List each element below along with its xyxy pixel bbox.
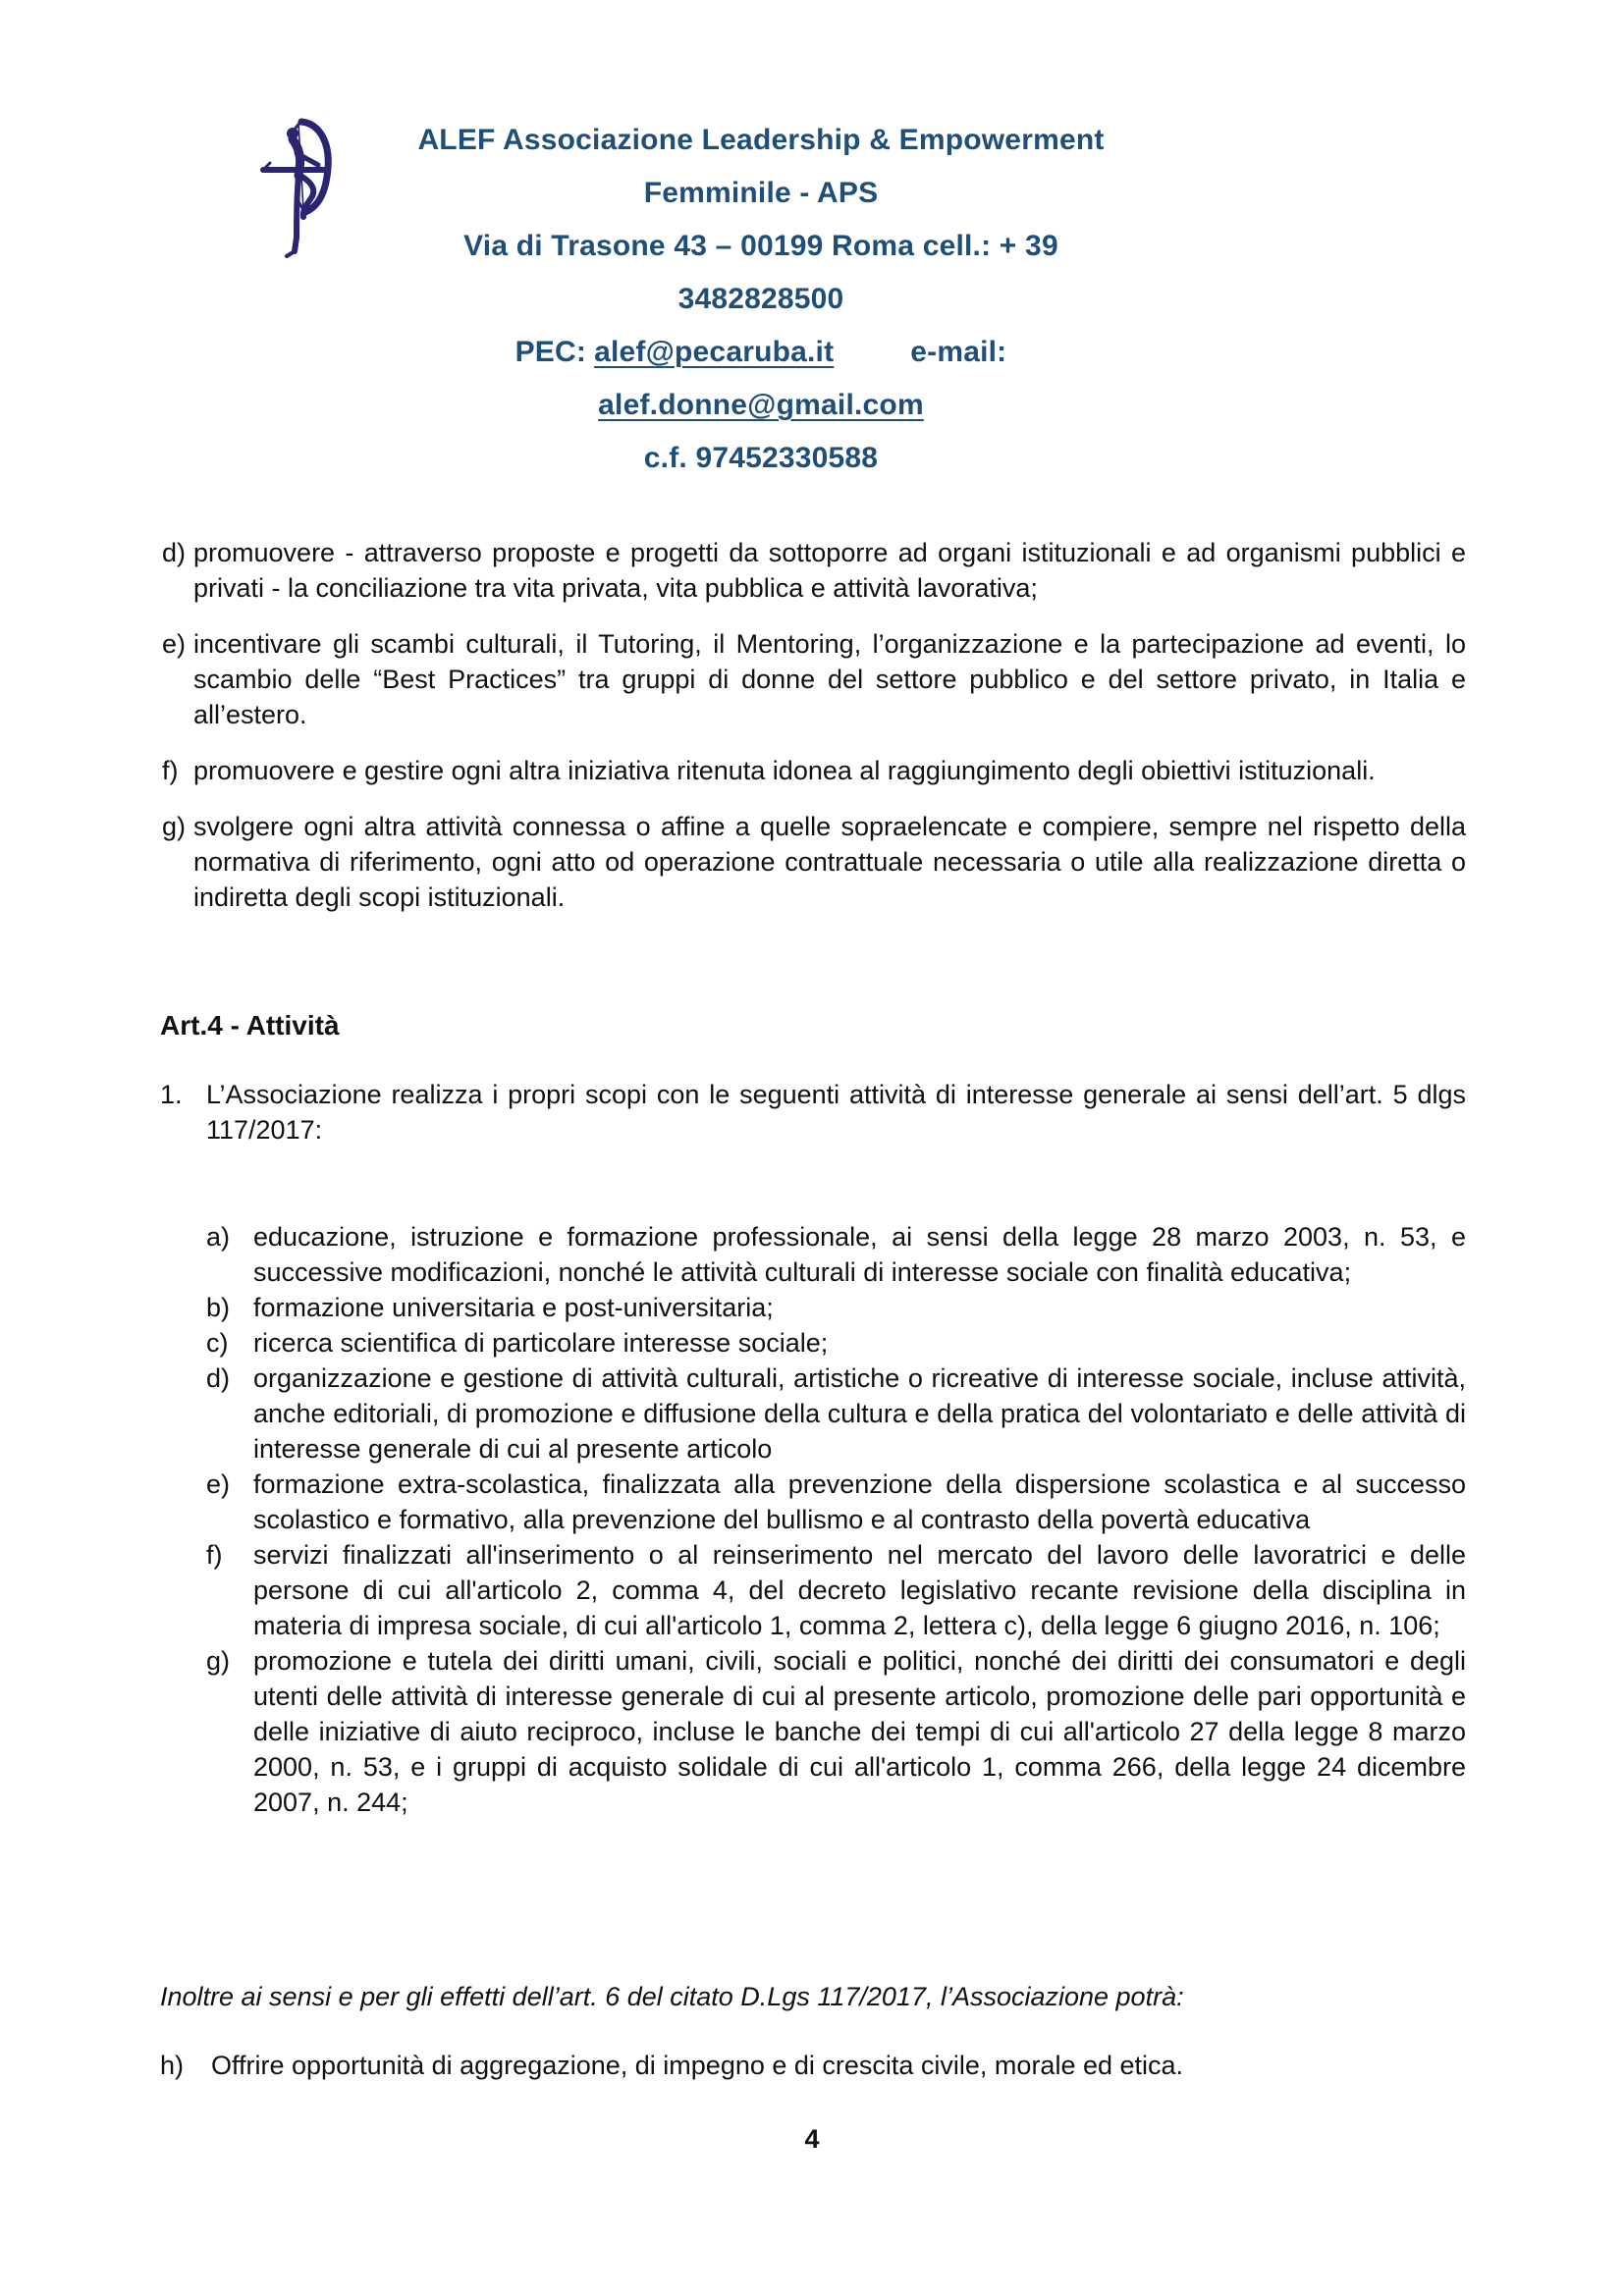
list-text: organizzazione e gestione di attività culturali, artistiche o ricreative di interesse sociale, incluse attività, anche editoriali, di promozione e diffusione della cultura e della pratica del volontariato e delle attività di interesse generale di cui al presente articolo <box>253 1363 1466 1464</box>
list-text: L’Associazione realizza i propri scopi con le seguenti attività di interesse generale ai sensi dell’art. 5 dlgs 117/2017: <box>206 1080 1466 1145</box>
objectives-list <box>160 535 1466 935</box>
org-name-line1: ALEF Associazione Leadership & Empowerment <box>417 124 1105 156</box>
pec-line <box>324 326 1198 379</box>
list-text: educazione, istruzione e formazione professionale, ai sensi della legge 28 marzo 2003, n. 53, e successive modificazioni, nonché le attività culturali di interesse sociale con finalità educativa; <box>253 1222 1466 1287</box>
list-text: promuovere e gestire ogni altra iniziativa ritenuta idonea al raggiungimento degli obiettivi istituzionali. <box>193 756 1376 785</box>
email-label: e-mail: <box>910 336 1007 368</box>
article-heading: Art.4 - Attività <box>160 1010 340 1041</box>
phone-number: 3482828500 <box>677 283 844 315</box>
list-item <box>206 1467 1466 1537</box>
list-text: ricerca scientifica di particolare interesse sociale; <box>253 1328 829 1358</box>
list-text: incentivare gli scambi culturali, il Tutoring, il Mentoring, l’organizzazione e la partecipazione ad eventi, lo scambio delle “Best Practices” tra gruppi di donne del settore pubblico e del settore privato, in Italia e all’estero. <box>193 629 1466 729</box>
italic-note: Inoltre ai sensi e per gli effetti dell’art. 6 del citato D.Lgs 117/2017, l’Associazione potrà: <box>160 1982 1184 2011</box>
list-marker: g) <box>162 812 187 841</box>
list-marker: e) <box>206 1469 231 1499</box>
list-marker: f) <box>162 756 179 785</box>
list-item <box>160 809 1466 915</box>
list-marker: f) <box>206 1540 223 1570</box>
fiscal-code: c.f. 97452330588 <box>643 442 879 474</box>
activities-list <box>206 1219 1466 1820</box>
email-line <box>324 379 1198 432</box>
list-text: promuovere - attraverso proposte e progetti da sottoporre ad organi istituzionali e ad organismi pubblici e privati - la conciliazione tra vita privata, vita pubblica e attività lavorativa; <box>193 538 1466 603</box>
list-marker: a) <box>206 1222 231 1252</box>
list-item <box>160 626 1466 732</box>
list-text: Offrire opportunità di aggregazione, di impegno e di crescita civile, morale ed etica. <box>211 2051 1184 2080</box>
list-text: formazione universitaria e post-universitaria; <box>253 1293 774 1322</box>
list-item <box>160 753 1466 788</box>
letterhead <box>324 114 1198 485</box>
list-marker: d) <box>162 538 187 567</box>
pec-email-link[interactable]: alef@pecaruba.it <box>594 336 835 368</box>
list-text: svolgere ogni altra attività connessa o affine a quelle sopraelencate e compiere, sempre nel rispetto della normativa di riferimento, ogni atto od operazione contrattuale necessaria o utile alla realizzazione diretta o indiretta degli scopi istituzionali. <box>193 812 1466 912</box>
org-name-line2: Femminile - APS <box>643 177 879 209</box>
email-link[interactable]: alef.donne@gmail.com <box>598 389 924 421</box>
numbered-section <box>160 1077 1466 1148</box>
list-marker: g) <box>206 1646 231 1676</box>
item-h-section <box>160 2048 1466 2083</box>
list-item <box>206 1325 1466 1361</box>
list-text: servizi finalizzati all'inserimento o al reinserimento nel mercato del lavoro delle lavoratrici e delle persone di cui all'articolo 2, comma 4, del decreto legislativo recante revisione della disciplina in materia di impresa sociale, di cui all'articolo 1, comma 2, lettera c), della legge 6 giugno 2016, n. 106; <box>253 1540 1466 1640</box>
list-text: formazione extra-scolastica, finalizzata alla prevenzione della dispersione scolastica e al successo scolastico e formativo, alla prevenzione del bullismo e al contrasto della povertà educativa <box>253 1469 1466 1534</box>
list-marker: h) <box>160 2051 185 2080</box>
list-marker: b) <box>206 1293 231 1322</box>
page-number: 4 <box>804 2124 820 2154</box>
list-item <box>206 1361 1466 1467</box>
numbered-item <box>160 1077 1466 1148</box>
list-marker: e) <box>162 629 187 659</box>
pec-label: PEC: <box>514 336 587 368</box>
list-item <box>206 1290 1466 1325</box>
list-text: promozione e tutela dei diritti umani, civili, sociali e politici, nonché dei diritti dei consumatori e degli utenti delle attività di interesse generale di cui al presente articolo, promozione delle pari opportunità e delle iniziative di aiuto reciproco, incluse le banche dei tempi di cui all'articolo 27 della legge 8 marzo 2000, n. 53, e i gruppi di acquisto solidale di cui all'articolo 1, comma 266, della legge 24 dicembre 2007, n. 244; <box>253 1646 1466 1817</box>
list-item <box>206 1219 1466 1290</box>
list-item <box>160 535 1466 606</box>
item-h <box>160 2048 1466 2083</box>
list-marker: 1. <box>160 1080 183 1109</box>
address-line: Via di Trasone 43 – 00199 Roma cell.: + 39 <box>463 230 1058 262</box>
list-marker: d) <box>206 1363 231 1393</box>
list-item <box>206 1643 1466 1820</box>
list-marker: c) <box>206 1328 229 1358</box>
list-item <box>206 1537 1466 1643</box>
